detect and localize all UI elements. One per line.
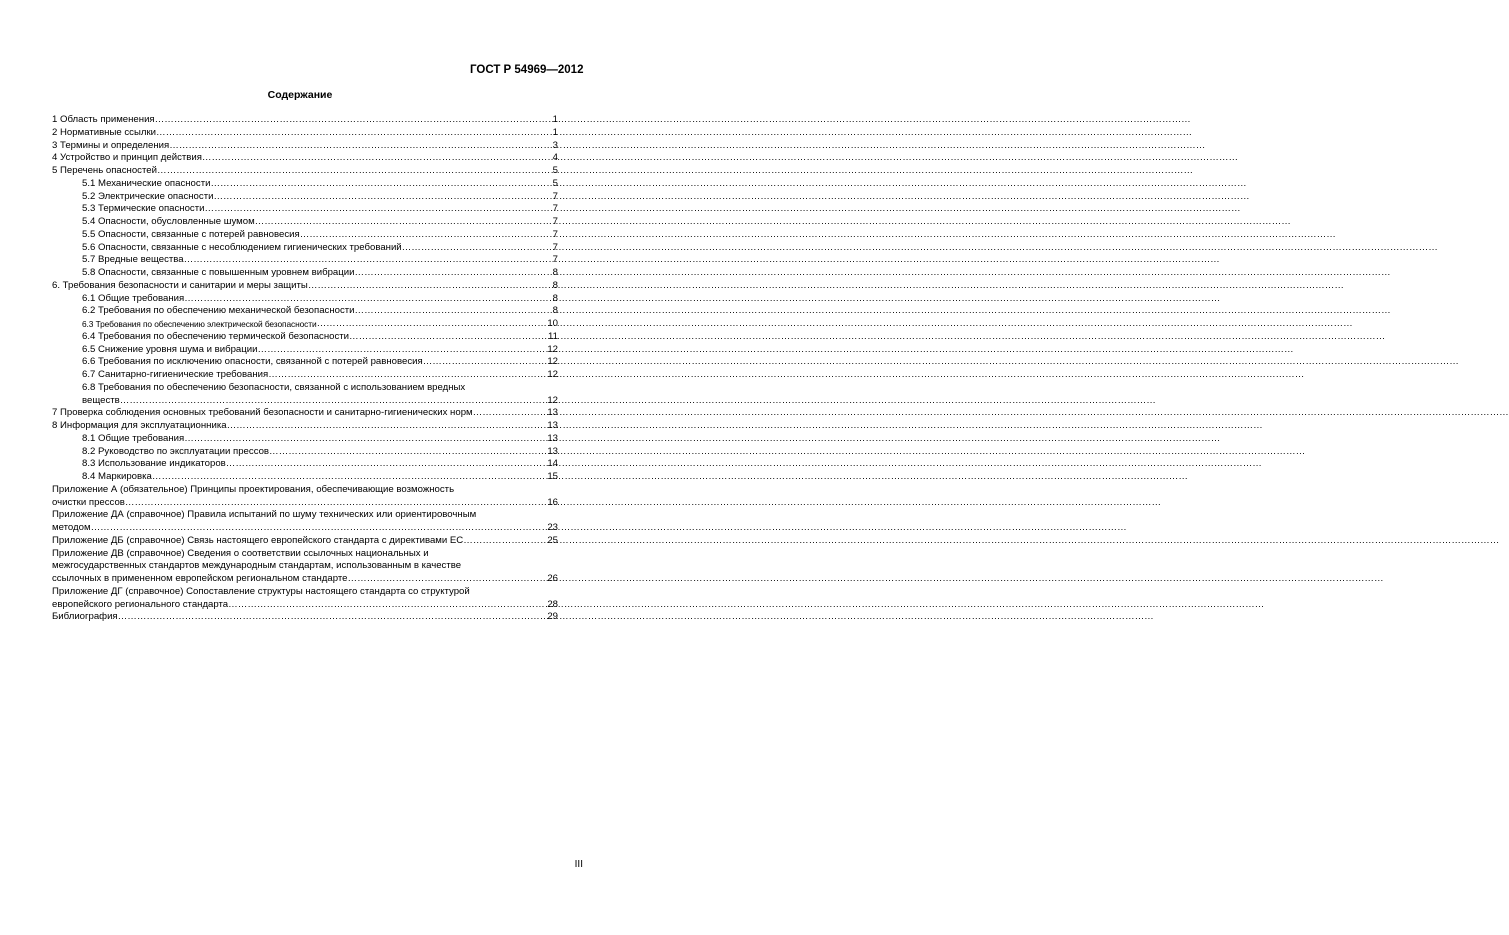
toc-entry[interactable]: Приложение ДБ (справочное) Связь настоящего европейского стандарта с директивами ЕС ……………………………………………………………………………………………………………………………………………………………………………………………………………………………………………………………………………………………… 25 [52, 535, 558, 548]
toc-title: Содержание [267, 89, 333, 101]
toc-entry[interactable]: 6. Требования безопасности и санитарии и меры защиты ……………………………………………………………………………………………………………………………………………………………………………………………………………………………………………………………………………………………… 8 [52, 280, 558, 293]
toc-subentry[interactable]: 8.1 Общие требования ……………………………………………………………………………………………………………………………………………………………………………………………………………………………………………………………………………………………… 13 [52, 433, 558, 446]
toc-subentry[interactable]: 8.2 Руководство по эксплуатации прессов ……………………………………………………………………………………………………………………………………………………………………………………………………………………………………………………………………………………………… 13 [52, 446, 558, 459]
table-of-contents [52, 114, 558, 624]
toc-subentry[interactable]: 5.6 Опасности, связанные с несоблюдением гигиенических требований ……………………………………………………………………………………………………………………………………………………………………………………………………………………………………………………………………………………………… 7 [52, 242, 558, 255]
toc-subentry[interactable]: 6.2 Требования по обеспечению механической безопасности ……………………………………………………………………………………………………………………………………………………………………………………………………………………………………………………………………………………………… 8 [52, 305, 558, 318]
toc-subentry[interactable]: 6.3 Требования по обеспечению электрической безопасности ……………………………………………………………………………………………………………………………………………………………………………………………………………………………………………………………………………………………… 10 [52, 318, 558, 331]
toc-entry[interactable]: 5 Перечень опасностей ……………………………………………………………………………………………………………………………………………………………………………………………………………………………………………………………………………………………… 5 [52, 165, 558, 178]
toc-subentry[interactable]: 8.4 Маркировка ……………………………………………………………………………………………………………………………………………………………………………………………………………………………………………………………………………………………… 15 [52, 471, 558, 484]
toc-subentry[interactable]: 6.6 Требования по исключению опасности, связанной с потерей равновесия ……………………………………………………………………………………………………………………………………………………………………………………………………………………………………………………………………………………………… 12 [52, 356, 558, 369]
toc-entry[interactable]: 3 Термины и определения ……………………………………………………………………………………………………………………………………………………………………………………………………………………………………………………………………………………………… 3 [52, 140, 558, 153]
toc-subentry[interactable]: 5.8 Опасности, связанные с повышенным уровнем вибрации ……………………………………………………………………………………………………………………………………………………………………………………………………………………………………………………………………………………………… 8 [52, 267, 558, 280]
toc-subentry[interactable]: 5.1 Механические опасности ……………………………………………………………………………………………………………………………………………………………………………………………………………………………………………………………………………………………… 5 [52, 178, 558, 191]
toc-entry[interactable]: 1 Область применения ……………………………………………………………………………………………………………………………………………………………………………………………………………………………………………………………………………………………… 1 [52, 114, 558, 127]
toc-subentry[interactable]: 5.2 Электрические опасности ……………………………………………………………………………………………………………………………………………………………………………………………………………………………………………………………………………………………… 7 [52, 191, 558, 204]
toc-entry-multiline[interactable]: Приложение ДВ (справочное) Сведения о соответствии ссылочных национальных и межгосударственных стандартов международным стандартам, использованным в качестве ссылочных в примененном европейском региональном стандарте ……………………………………………………………………………………………………………………………………………………………………………………………………………………………………………………………………………………………… 26 [52, 548, 558, 586]
page-number: III [574, 859, 583, 870]
toc-entry-multiline[interactable]: Приложение ДГ (справочное) Сопоставление структуры настоящего стандарта со структурой европейского регионального стандарта ……………………………………………………………………………………………………………………………………………………………………………………………………………………………………………………………………………………………… 28 [52, 586, 558, 612]
toc-entry[interactable]: 4 Устройство и принцип действия ……………………………………………………………………………………………………………………………………………………………………………………………………………………………………………………………………………………………… 4 [52, 152, 558, 165]
document-code: ГОСТ Р 54969—2012 [470, 64, 584, 76]
toc-subentry[interactable]: 5.7 Вредные вещества ……………………………………………………………………………………………………………………………………………………………………………………………………………………………………………………………………………………………… 7 [52, 254, 558, 267]
toc-entry[interactable]: 7 Проверка соблюдения основных требований безопасности и санитарно-гигиенических норм ……………………………………………………………………………………………………………………………………………………………………………………………………………………………………………………………………………………………… 13 [52, 407, 558, 420]
toc-entry-multiline[interactable]: Приложение А (обязательное) Принципы проектирования, обеспечивающие возможность очистки прессов ……………………………………………………………………………………………………………………………………………………………………………………………………………………………………………………………………………………………… 16 [52, 484, 558, 510]
toc-subentry[interactable]: 6.5 Снижение уровня шума и вибрации ……………………………………………………………………………………………………………………………………………………………………………………………………………………………………………………………………………………………… 12 [52, 344, 558, 357]
toc-subentry[interactable]: 5.5 Опасности, связанные с потерей равновесия ……………………………………………………………………………………………………………………………………………………………………………………………………………………………………………………………………………………………… 7 [52, 229, 558, 242]
toc-subentry[interactable]: 6.4 Требования по обеспечению термической безопасности ……………………………………………………………………………………………………………………………………………………………………………………………………………………………………………………………………………………………… 11 [52, 331, 558, 344]
toc-entry[interactable]: Библиография ……………………………………………………………………………………………………………………………………………………………………………………………………………………………………………………………………………………………… 29 [52, 611, 558, 624]
toc-subentry[interactable]: 8.3 Использование индикаторов ……………………………………………………………………………………………………………………………………………………………………………………………………………………………………………………………………………………………… 14 [52, 458, 558, 471]
toc-entry[interactable]: 2 Нормативные ссылки ……………………………………………………………………………………………………………………………………………………………………………………………………………………………………………………………………………………………… 1 [52, 127, 558, 140]
toc-subentry[interactable]: 6.1 Общие требования ……………………………………………………………………………………………………………………………………………………………………………………………………………………………………………………………………………………………… 8 [52, 293, 558, 306]
toc-entry[interactable]: 8 Информация для эксплуатационника ……………………………………………………………………………………………………………………………………………………………………………………………………………………………………………………………………………………………… 13 [52, 420, 558, 433]
toc-subentry-multiline[interactable]: 6.8 Требования по обеспечению безопасности, связанной с использованием вредных веществ ……………………………………………………………………………………………………………………………………………………………………………………………………………………………………………………………………………………………… 12 [52, 382, 558, 408]
toc-subentry[interactable]: 5.3 Термические опасности ……………………………………………………………………………………………………………………………………………………………………………………………………………………………………………………………………………………………… 7 [52, 203, 558, 216]
toc-subentry[interactable]: 6.7 Санитарно-гигиенические требования ……………………………………………………………………………………………………………………………………………………………………………………………………………………………………………………………………………………………… 12 [52, 369, 558, 382]
toc-subentry[interactable]: 5.4 Опасности, обусловленные шумом ……………………………………………………………………………………………………………………………………………………………………………………………………………………………………………………………………………………………… 7 [52, 216, 558, 229]
toc-entry-multiline[interactable]: Приложение ДА (справочное) Правила испытаний по шуму технических или ориентировочным методом ……………………………………………………………………………………………………………………………………………………………………………………………………………………………………………………………………………………………… 23 [52, 509, 558, 535]
